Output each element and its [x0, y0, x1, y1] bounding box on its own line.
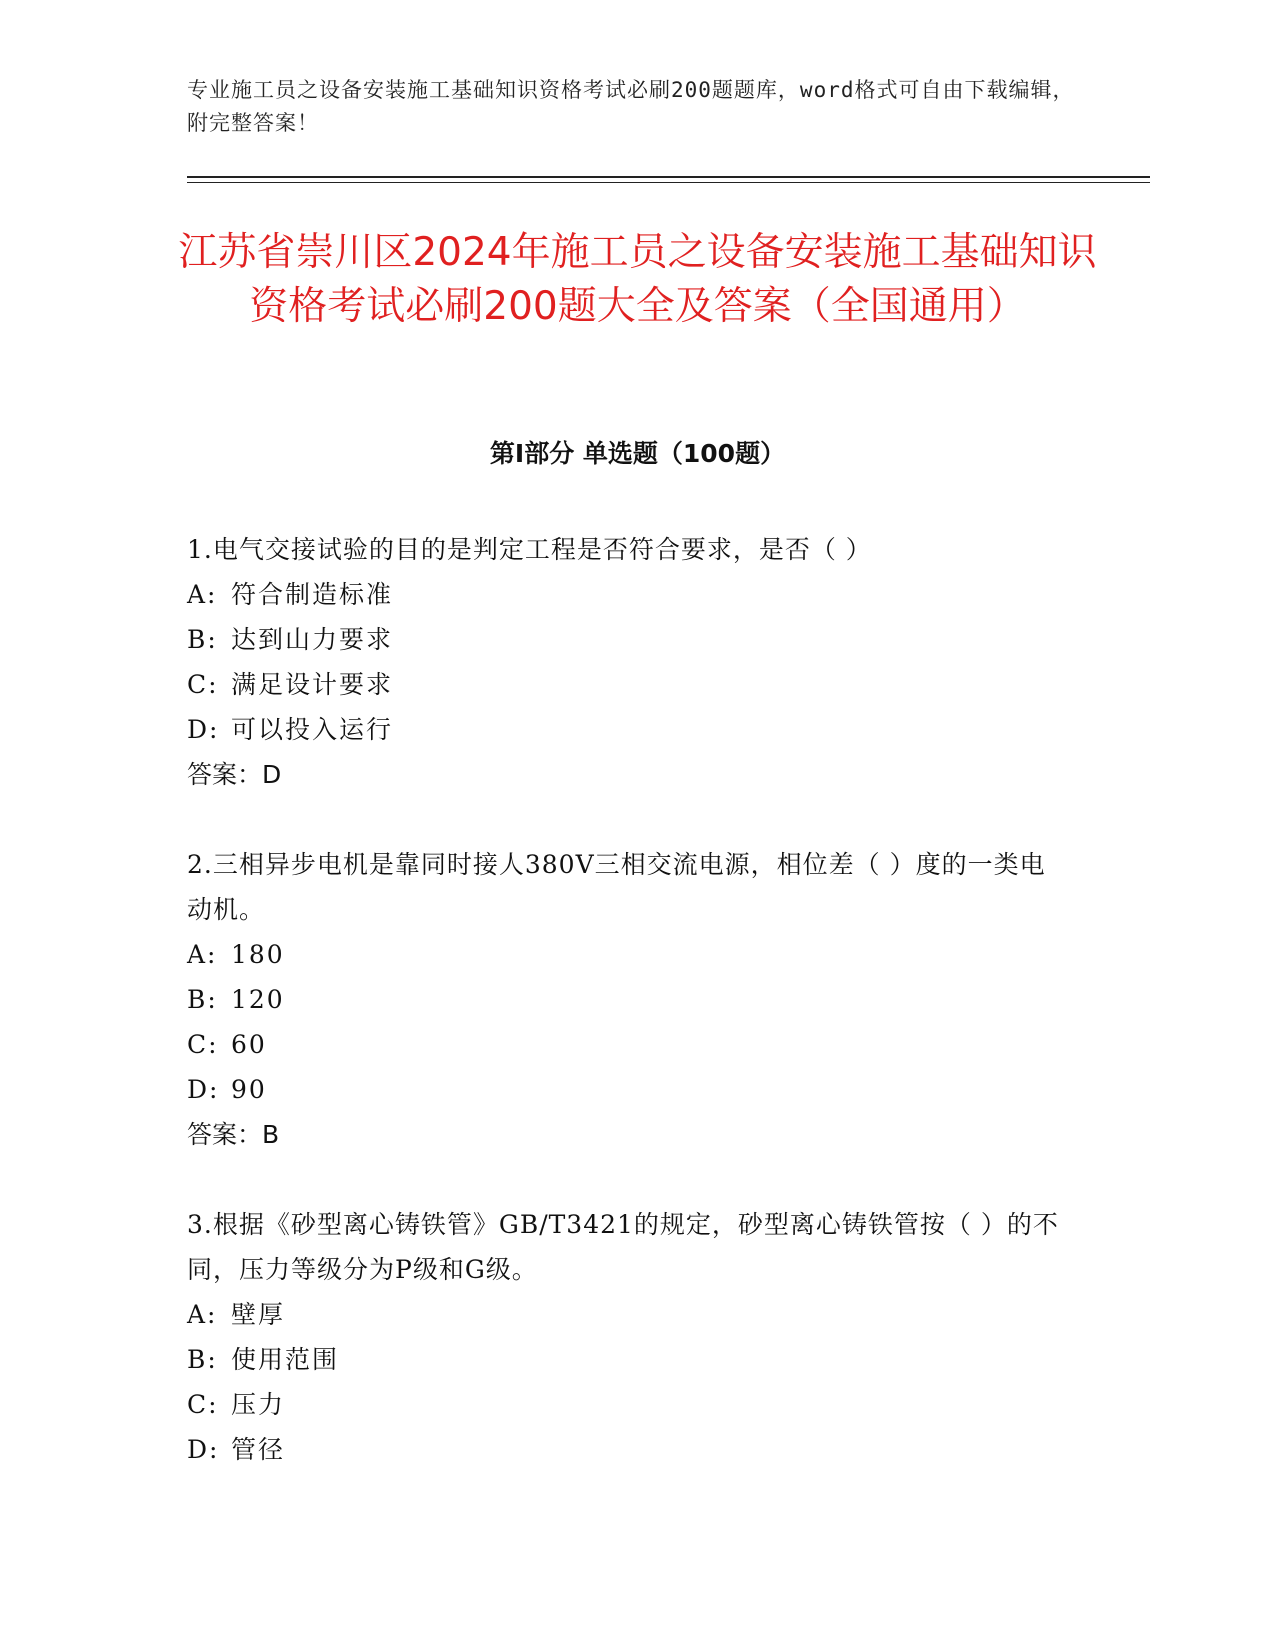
- option-key: B:: [187, 625, 218, 654]
- section-title: 第Ⅰ部分 单选题（100题）: [489, 439, 786, 468]
- question-stem: 1.电气交接试验的目的是判定工程是否符合要求，是否（ ）: [187, 535, 872, 564]
- option-key: D:: [187, 715, 220, 744]
- option-key: D:: [187, 1435, 220, 1464]
- answer-line: 答案：B: [187, 1120, 280, 1149]
- option-key: A:: [187, 580, 218, 609]
- option-key: D:: [187, 1075, 220, 1104]
- question-2: [187, 842, 1067, 1202]
- option-text: 可以投入运行: [231, 715, 394, 744]
- option-key: A:: [187, 940, 218, 969]
- question-spacer: [187, 1157, 1067, 1202]
- answer-line: 答案：D: [187, 760, 282, 789]
- option-a: [187, 932, 1067, 977]
- option-b: [187, 1337, 1067, 1382]
- option-b: [187, 617, 1067, 662]
- option-d: [187, 707, 1067, 752]
- question-stem: 2.三相异步电机是靠同时接人380V三相交流电源，相位差（ ）度的一类电动机。: [187, 850, 1046, 924]
- option-key: A:: [187, 1300, 218, 1329]
- question-stem: 3.根据《砂型离心铸铁管》GB/T3421的规定，砂型离心铸铁管按（ ）的不同，压力等级分为P级和G级。: [187, 1210, 1059, 1284]
- option-key: C:: [187, 1390, 219, 1419]
- option-text: 180: [231, 940, 285, 969]
- option-text: 管径: [231, 1435, 286, 1464]
- option-text: 满足设计要求: [231, 670, 394, 699]
- option-key: C:: [187, 670, 219, 699]
- option-a: [187, 1292, 1067, 1337]
- header-note: 专业施工员之设备安装施工基础知识资格考试必刷200题题库，word格式可自由下载编辑，附完整答案！: [187, 78, 1075, 135]
- option-text: 120: [231, 985, 285, 1014]
- option-d: [187, 1067, 1067, 1112]
- option-d: [187, 1427, 1067, 1472]
- option-key: B:: [187, 1345, 218, 1374]
- option-text: 达到山力要求: [231, 625, 394, 654]
- option-text: 60: [231, 1030, 267, 1059]
- header-divider-thin: [187, 182, 1150, 183]
- question-list: [187, 527, 1067, 1472]
- option-text: 压力: [231, 1390, 286, 1419]
- option-c: [187, 662, 1067, 707]
- question-1: [187, 527, 1067, 842]
- option-text: 使用范围: [231, 1345, 340, 1374]
- option-c: [187, 1382, 1067, 1427]
- option-key: B:: [187, 985, 218, 1014]
- option-a: [187, 572, 1067, 617]
- option-c: [187, 1022, 1067, 1067]
- option-key: C:: [187, 1030, 219, 1059]
- document-title: 江苏省崇川区2024年施工员之设备安装施工基础知识资格考试必刷200题大全及答案（全国通用）: [178, 230, 1097, 329]
- question-spacer: [187, 797, 1067, 842]
- option-text: 90: [231, 1075, 267, 1104]
- question-3: [187, 1202, 1067, 1472]
- option-text: 符合制造标准: [231, 580, 394, 609]
- header-divider-thick: [187, 176, 1150, 178]
- option-b: [187, 977, 1067, 1022]
- option-text: 壁厚: [231, 1300, 286, 1329]
